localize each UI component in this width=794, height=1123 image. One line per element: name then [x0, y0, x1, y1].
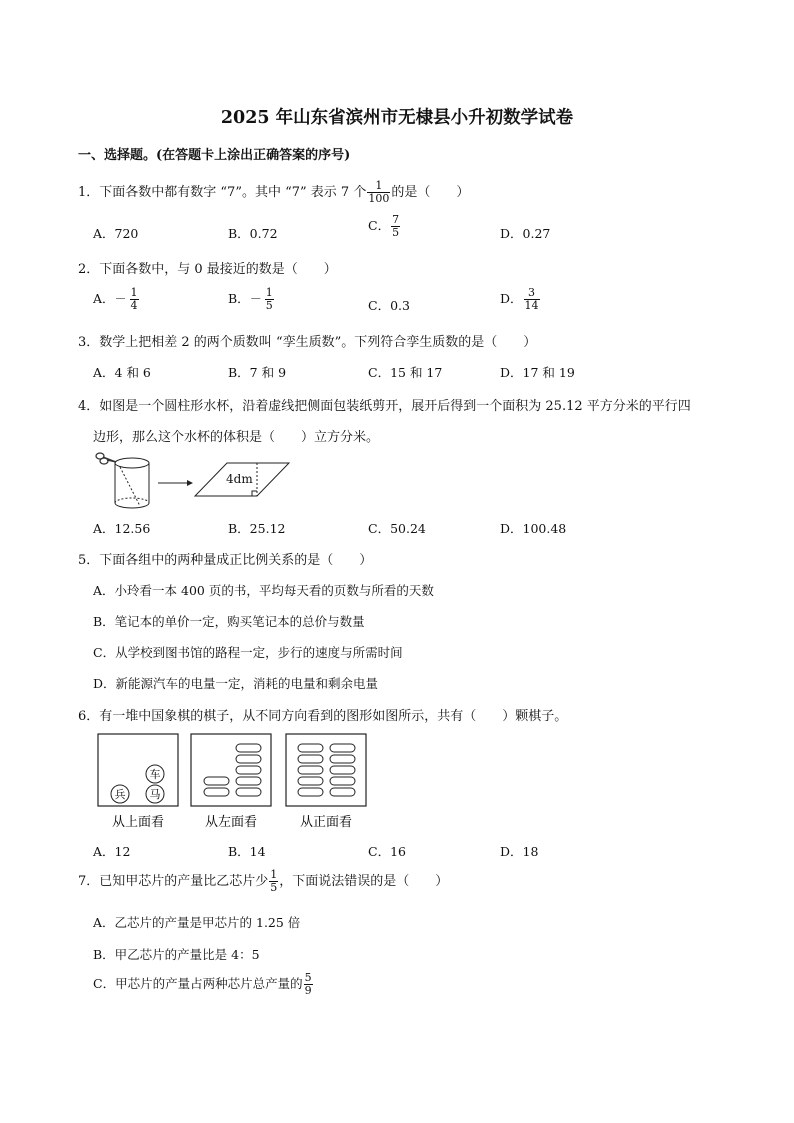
option-label: D．	[500, 291, 523, 306]
option-d[interactable]	[500, 287, 541, 312]
option-b[interactable]: B．甲乙芯片的产量比是 4：5	[93, 947, 260, 962]
top-view-box	[98, 734, 178, 806]
view-caption: 从上面看	[111, 815, 165, 830]
denominator: 100	[368, 192, 390, 205]
option-b[interactable]: B．笔记本的单价一定，购买笔记本的总价与数量	[93, 614, 365, 629]
denominator: 5	[265, 299, 273, 312]
fraction	[367, 180, 390, 205]
option-b[interactable]: B．0.72	[228, 226, 278, 241]
minus-sign: －	[114, 292, 127, 306]
option-a[interactable]: A．12.56	[93, 521, 151, 536]
scissors-icon	[96, 453, 116, 464]
denominator: 4	[130, 299, 138, 312]
section-heading: 一、选择题。(在答题卡上涂出正确答案的序号)	[78, 148, 351, 163]
numerator: 5	[304, 971, 312, 984]
option-d[interactable]: D．0.27	[500, 226, 551, 241]
option-label: B．	[228, 291, 250, 306]
option-c[interactable]: C．50.24	[368, 521, 426, 536]
option-c[interactable]: C．16	[368, 844, 406, 859]
question-5-text: 5．下面各组中的两种量成正比例关系的是（ ）	[78, 553, 373, 568]
option-c[interactable]	[368, 214, 401, 239]
question-1-tail: 的是（ ）	[391, 185, 470, 200]
option-b[interactable]: B．14	[228, 844, 266, 859]
option-a[interactable]: A．4 和 6	[93, 365, 151, 380]
denominator: 5	[392, 226, 400, 239]
page-title: 2025 年山东省滨州市无棣县小升初数学试卷	[220, 108, 574, 128]
cylinder-shape	[115, 458, 149, 508]
question-7	[78, 869, 448, 894]
question-1	[78, 180, 469, 205]
option-d[interactable]: D．新能源汽车的电量一定，消耗的电量和剩余电量	[93, 676, 379, 691]
option-b[interactable]	[228, 287, 275, 312]
fraction	[269, 869, 278, 894]
question-1-text: 1．下面各数中都有数字 “7”。其中 “7” 表示 7 个	[78, 185, 367, 200]
option-c[interactable]: C．从学校到图书馆的路程一定，步行的速度与所需时间	[93, 645, 403, 660]
option-c[interactable]: C．0.3	[368, 298, 410, 313]
option-c[interactable]: C．15 和 17	[368, 365, 443, 380]
option-d[interactable]: D．17 和 19	[500, 365, 575, 380]
question-7-tail: ，下面说法错误的是（ ）	[279, 874, 449, 889]
question-6-text: 6．有一堆中国象棋的棋子，从不同方向看到的图形如图所示，共有（ ）颗棋子。	[78, 709, 568, 724]
numerator: 1	[270, 868, 278, 881]
option-label: C．甲芯片的产量占两种芯片总产量的	[93, 976, 303, 991]
left-view-box	[191, 734, 271, 806]
option-a[interactable]: A．720	[93, 226, 139, 241]
denominator: 5	[270, 881, 278, 894]
option-a[interactable]: A．乙芯片的产量是甲芯片的 1.25 倍	[93, 915, 301, 930]
front-view-box	[286, 734, 366, 806]
question-2-text: 2．下面各数中，与 0 最接近的数是（ ）	[78, 262, 337, 277]
cylinder-unfold-figure	[90, 450, 300, 512]
option-b[interactable]: B．7 和 9	[228, 365, 287, 380]
numerator: 7	[392, 213, 400, 226]
piece-label: 车	[149, 768, 161, 781]
option-c[interactable]	[93, 972, 314, 997]
fraction	[265, 287, 274, 312]
numerator: 1	[265, 286, 273, 299]
option-label: A．	[93, 291, 115, 306]
arrow-right-icon	[158, 480, 193, 486]
view-caption: 从正面看	[299, 815, 353, 830]
question-4-line1: 4．如图是一个圆柱形水杯，沿着虚线把侧面包装纸剪开，展开后得到一个面积为 25.12 平方分米的平行四	[78, 399, 691, 414]
fraction	[130, 287, 139, 312]
option-label: C．	[368, 218, 391, 233]
fraction	[304, 972, 313, 997]
chess-views-figure	[96, 732, 371, 832]
option-b[interactable]: B．25.12	[228, 521, 286, 536]
minus-sign: －	[249, 292, 262, 306]
denominator: 9	[304, 984, 312, 997]
option-d[interactable]: D．18	[500, 844, 539, 859]
option-d[interactable]: D．100.48	[500, 521, 567, 536]
option-a[interactable]: A．12	[93, 844, 131, 859]
option-a[interactable]	[93, 287, 140, 312]
denominator: 14	[524, 299, 539, 312]
fraction	[524, 287, 540, 312]
numerator: 1	[375, 179, 383, 192]
question-4-line2: 边形，那么这个水杯的体积是（ ）立方分米。	[93, 430, 380, 445]
question-7-text: 7．已知甲芯片的产量比乙芯片少	[78, 874, 269, 889]
piece-label: 马	[149, 788, 161, 801]
option-a[interactable]: A．小玲看一本 400 页的书，平均每天看的页数与所看的天数	[93, 583, 434, 598]
numerator: 3	[528, 286, 536, 299]
fraction	[391, 214, 400, 239]
question-3-text: 3．数学上把相差 2 的两个质数叫 “孪生质数”。下列符合孪生质数的是（ ）	[78, 335, 537, 350]
dimension-label: 4dm	[226, 472, 253, 486]
view-caption: 从左面看	[204, 815, 258, 830]
piece-label: 兵	[114, 788, 126, 801]
numerator: 1	[130, 286, 138, 299]
